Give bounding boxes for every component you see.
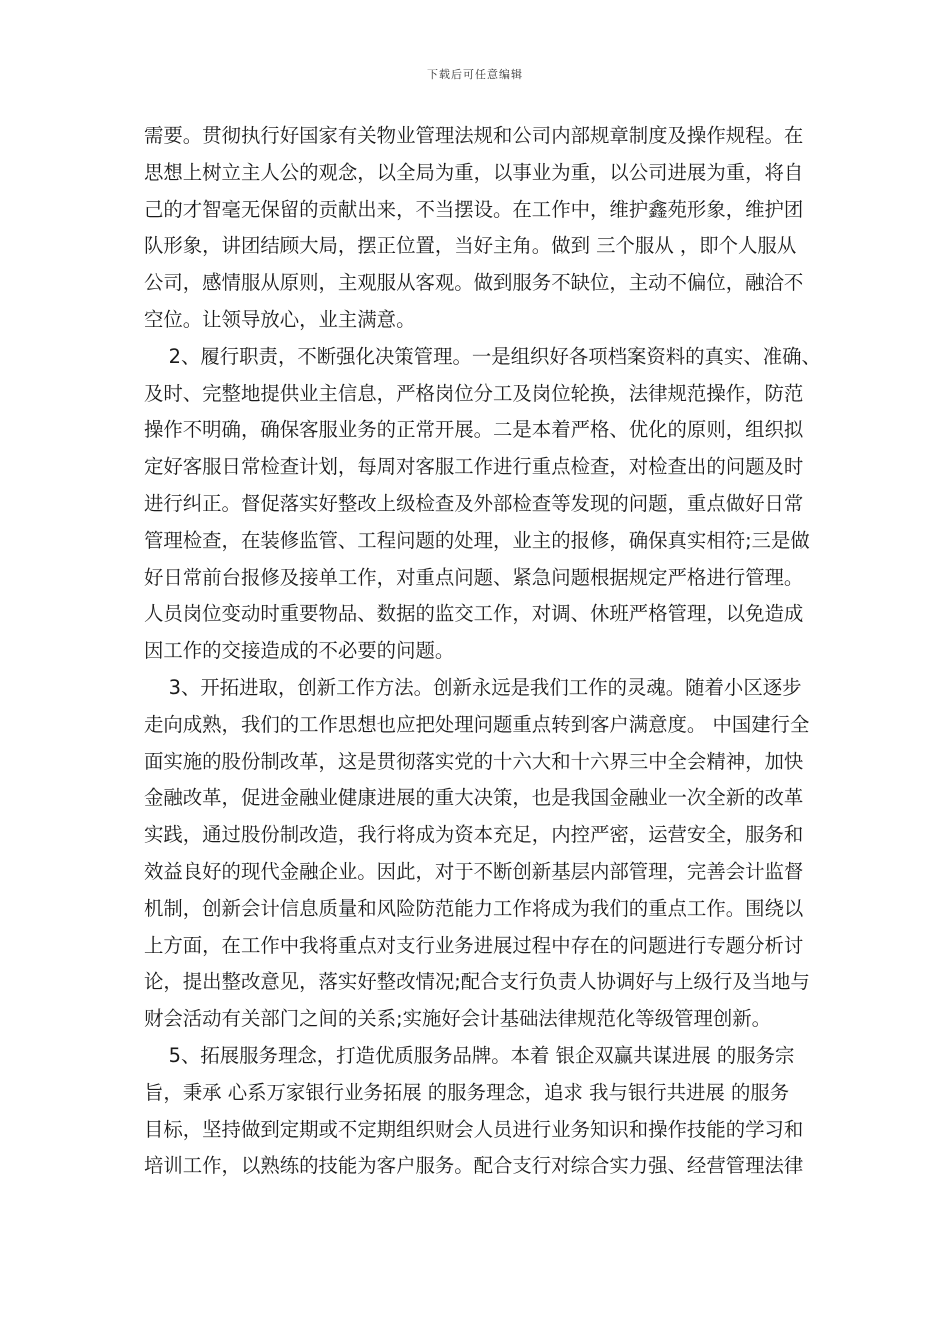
text-line: 因工作的交接造成的不必要的问题。 — [144, 639, 455, 663]
text-line: 上方面，在工作中我将重点对支行业务进展过程中存在的问题进行专题分析讨 — [144, 933, 804, 957]
text-line: 需要。贯彻执行好国家有关物业管理法规和公司内部规章制度及操作规程。在 — [144, 124, 804, 147]
text-line: 2、履行职责，不断强化决策管理。一是组织好各项档案资料的真实、准确、 — [144, 344, 821, 368]
text-line: 实践，通过股份制改造，我行将成为资本充足，内控严密，运营安全，服务和 — [144, 823, 804, 847]
text-line: 培训工作，以熟练的技能为客户服务。配合支行对综合实力强、经营管理法律 — [144, 1154, 804, 1178]
text-line: 思想上树立主人公的观念，以全局为重，以事业为重，以公司进展为重，将自 — [144, 160, 804, 184]
text-line: 金融改革，促进金融业健康进展的重大决策，也是我国金融业一次全新的改革 — [144, 786, 804, 810]
text-line: 管理检查，在装修监管、工程问题的处理，业主的报修，确保真实相符;三是做 — [144, 528, 810, 552]
text-line: 操作不明确，确保客服业务的正常开展。二是本着严格、优化的原则，组织拟 — [144, 418, 804, 442]
text-line: 好日常前台报修及接单工作，对重点问题、紧急问题根据规定严格进行管理。 — [144, 565, 804, 589]
body-text — [144, 118, 821, 1185]
text-line: 进行纠正。督促落实好整改上级检查及外部检查等发现的问题，重点做好日常 — [144, 491, 804, 515]
text-line: 走向成熟，我们的工作思想也应把处理问题重点转到客户满意度。 中国建行全 — [144, 712, 810, 736]
text-line: 目标，坚持做到定期或不定期组织财会人员进行业务知识和操作技能的学习和 — [144, 1117, 804, 1141]
text-line: 己的才智毫无保留的贡献出来，不当摆设。在工作中，维护鑫苑形象，维护团 — [144, 197, 804, 221]
text-line: 旨，秉承 心系万家银行业务拓展 的服务理念，追求 我与银行共进展 的服务 — [144, 1080, 790, 1104]
text-line: 及时、完整地提供业主信息，严格岗位分工及岗位轮换，法律规范操作，防范 — [144, 381, 804, 405]
text-line: 面实施的股份制改革，这是贯彻落实党的十六大和十六界三中全会精神，加快 — [144, 749, 804, 773]
text-line: 论，提出整改意见，落实好整改情况;配合支行负责人协调好与上级行及当地与 — [144, 970, 810, 994]
text-line: 3、开拓进取，创新工作方法。创新永远是我们工作的灵魂。随着小区逐步 — [144, 675, 802, 699]
text-line: 5、拓展服务理念，打造优质服务品牌。本着 银企双赢共谋进展 的服务宗 — [144, 1043, 795, 1067]
text-line: 财会活动有关部门之间的关系;实施好会计基础法律规范化等级管理创新。 — [144, 1007, 772, 1031]
text-line: 公司，感情服从原则，主观服从客观。做到服务不缺位，主动不偏位，融洽不 — [144, 271, 804, 295]
page-header: 下载后可任意编辑 — [427, 68, 523, 81]
text-line: 定好客服日常检查计划，每周对客服工作进行重点检查，对检查出的问题及时 — [144, 455, 804, 479]
text-line: 队形象，讲团结顾大局，摆正位置，当好主角。做到 三个服从 ，即个人服从 — [144, 234, 797, 258]
text-line: 效益良好的现代金融企业。因此，对于不断创新基层内部管理，完善会计监督 — [144, 859, 804, 883]
text-line: 空位。让领导放心，业主满意。 — [144, 307, 416, 331]
text-line: 人员岗位变动时重要物品、数据的监交工作，对调、休班严格管理，以免造成 — [144, 602, 804, 626]
text-line: 机制，创新会计信息质量和风险防范能力工作将成为我们的重点工作。围绕以 — [144, 896, 804, 920]
